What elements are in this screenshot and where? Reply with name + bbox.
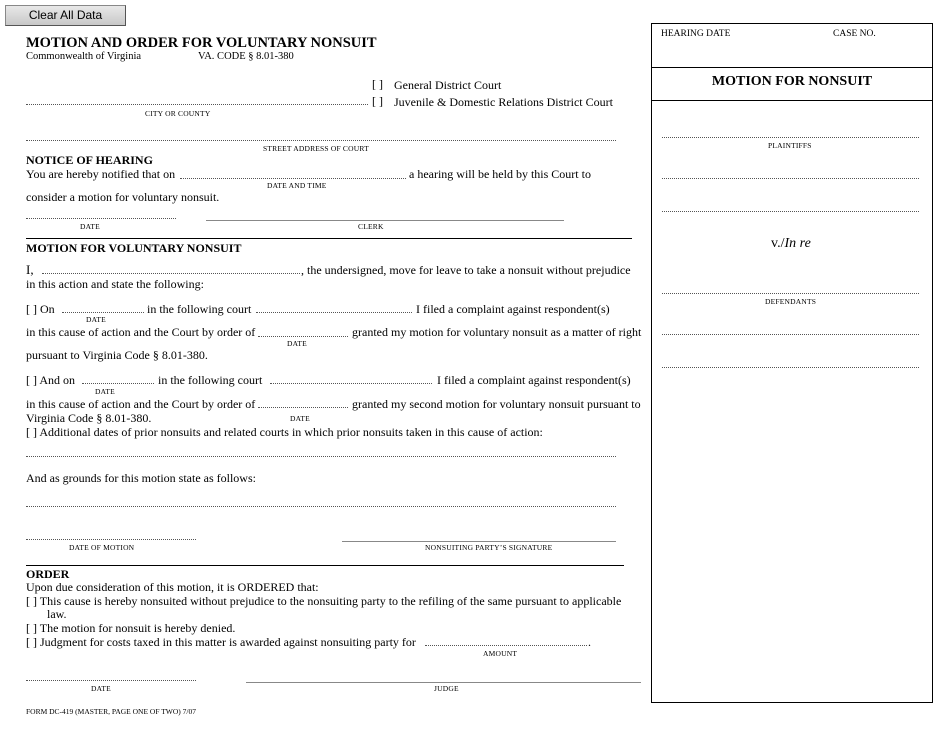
versus-v: v./: [771, 236, 785, 251]
notice-text-c: consider a motion for voluntary nonsuit.: [26, 190, 220, 204]
date-of-motion-field[interactable]: [26, 539, 196, 540]
additional-nonsuits-checkbox[interactable]: [ ] Additional dates of prior nonsuits and related courts in which prior nonsuits taken in this cause of action:: [26, 425, 543, 439]
first-order-date-label: DATE: [287, 339, 307, 348]
order-nonsuited-continued: law.: [47, 607, 67, 621]
date-of-motion-label: DATE OF MOTION: [69, 543, 135, 552]
costs-amount-field[interactable]: [425, 645, 587, 646]
case-summary-panel: [651, 23, 933, 703]
order-denied-checkbox[interactable]: [ ] The motion for nonsuit is hereby denied.: [26, 621, 236, 635]
second-cause-text: in this cause of action and the Court by order of: [26, 397, 256, 411]
motion-heading: MOTION FOR VOLUNTARY NONSUIT: [26, 241, 242, 255]
order-date-label: DATE: [91, 684, 111, 693]
notice-text-a: You are hereby notified that on: [26, 167, 176, 181]
notice-heading: NOTICE OF HEARING: [26, 153, 153, 167]
plaintiff-field-2[interactable]: [662, 178, 919, 179]
first-cause-text: in this cause of action and the Court by order of: [26, 325, 256, 339]
first-complaint-date-label: DATE: [86, 315, 106, 324]
defendant-field-1[interactable]: [662, 293, 919, 294]
defendant-field-3[interactable]: [662, 367, 919, 368]
form-footer: FORM DC-419 (MASTER, PAGE ONE OF TWO) 7/07: [26, 707, 197, 716]
section-divider: [26, 238, 632, 239]
first-granted-text: granted my motion for voluntary nonsuit as a matter of right: [352, 325, 642, 339]
grounds-text: And as grounds for this motion state as follows:: [26, 471, 256, 485]
commonwealth-label: Commonwealth of Virginia: [26, 51, 142, 62]
second-following-court-text: in the following court: [158, 373, 263, 387]
defendants-label: DEFENDANTS: [765, 297, 817, 306]
city-county-label: CITY OR COUNTY: [145, 109, 211, 118]
motion-i-line2: in this action and state the following:: [26, 277, 204, 291]
costs-period: .: [588, 635, 591, 649]
second-virginia-code-text: Virginia Code § 8.01-380.: [26, 411, 152, 425]
case-no-label: CASE NO.: [833, 29, 876, 39]
second-granted-text: granted my second motion for voluntary nonsuit pursuant to: [352, 397, 641, 411]
street-address-label: STREET ADDRESS OF COURT: [263, 144, 369, 153]
movant-name-field[interactable]: [42, 273, 300, 274]
order-date-field[interactable]: [26, 680, 196, 681]
amount-label: AMOUNT: [483, 649, 518, 658]
grounds-field[interactable]: [26, 506, 616, 507]
notice-date-field[interactable]: [26, 218, 176, 219]
city-county-field[interactable]: [26, 104, 368, 105]
second-nonsuit-checkbox[interactable]: [ ] And on: [26, 373, 75, 387]
second-filed-complaint-text: I filed a complaint against respondent(s): [437, 373, 631, 387]
order-divider: [26, 565, 624, 566]
plaintiff-field-3[interactable]: [662, 211, 919, 212]
order-costs-checkbox[interactable]: [ ] Judgment for costs taxed in this matter is awarded against nonsuiting party for: [26, 635, 416, 649]
second-order-date-label: DATE: [290, 414, 310, 423]
second-complaint-date-field[interactable]: [82, 383, 154, 384]
notice-text-b: a hearing will be held by this Court to: [409, 167, 591, 181]
first-filed-complaint-text: I filed a complaint against respondent(s): [416, 302, 610, 316]
first-court-field[interactable]: [256, 312, 412, 313]
defendant-field-2[interactable]: [662, 334, 919, 335]
motion-i-prefix: I,: [26, 262, 34, 277]
second-court-field[interactable]: [270, 383, 432, 384]
clear-all-data-button[interactable]: Clear All Data: [5, 5, 126, 26]
first-order-date-field[interactable]: [258, 336, 348, 337]
versus-label: [771, 236, 811, 252]
judge-signature-field[interactable]: [246, 682, 641, 683]
hearing-case-header: [652, 24, 932, 68]
hearing-date-label: HEARING DATE: [661, 29, 731, 39]
hearing-date-time-field[interactable]: [180, 178, 406, 179]
clerk-label: CLERK: [358, 222, 384, 231]
order-intro: Upon due consideration of this motion, it is ORDERED that:: [26, 580, 319, 594]
va-code-label: VA. CODE § 8.01-380: [198, 51, 294, 62]
date-time-label: DATE AND TIME: [267, 181, 327, 190]
general-district-court-label: General District Court: [394, 78, 502, 92]
right-panel-title: MOTION FOR NONSUIT: [711, 74, 873, 89]
order-nonsuited-checkbox[interactable]: [ ] This cause is hereby nonsuited without prejudice to the nonsuiting party to the refiling of the same pursuant to applicable: [26, 594, 622, 608]
in-re: In re: [784, 236, 811, 251]
plaintiff-field-1[interactable]: [662, 137, 919, 138]
first-complaint-date-field[interactable]: [62, 312, 144, 313]
second-order-date-field[interactable]: [258, 407, 348, 408]
general-district-court-checkbox[interactable]: [ ]: [372, 77, 383, 91]
notice-date-label: DATE: [80, 222, 100, 231]
right-title-box: [652, 68, 932, 101]
judge-label: JUDGE: [434, 684, 459, 693]
first-nonsuit-checkbox[interactable]: [ ] On: [26, 302, 55, 316]
additional-nonsuits-field[interactable]: [26, 456, 616, 457]
street-address-field[interactable]: [26, 140, 616, 141]
juvenile-court-label: Juvenile & Domestic Relations District Court: [394, 95, 613, 109]
juvenile-court-checkbox[interactable]: [ ]: [372, 94, 383, 108]
first-pursuant-text: pursuant to Virginia Code § 8.01-380.: [26, 348, 208, 362]
clerk-signature-field[interactable]: [206, 220, 564, 221]
second-complaint-date-label: DATE: [95, 387, 115, 396]
order-heading: ORDER: [26, 567, 70, 581]
first-following-court-text: in the following court: [147, 302, 252, 316]
motion-i-suffix: , the undersigned, move for leave to take a nonsuit without prejudice: [301, 263, 631, 277]
signature-label: NONSUITING PARTY’S SIGNATURE: [425, 543, 553, 552]
form-title: MOTION AND ORDER FOR VOLUNTARY NONSUIT: [26, 35, 377, 51]
plaintiffs-label: PLAINTIFFS: [768, 141, 812, 150]
nonsuiting-party-signature-field[interactable]: [342, 541, 616, 542]
